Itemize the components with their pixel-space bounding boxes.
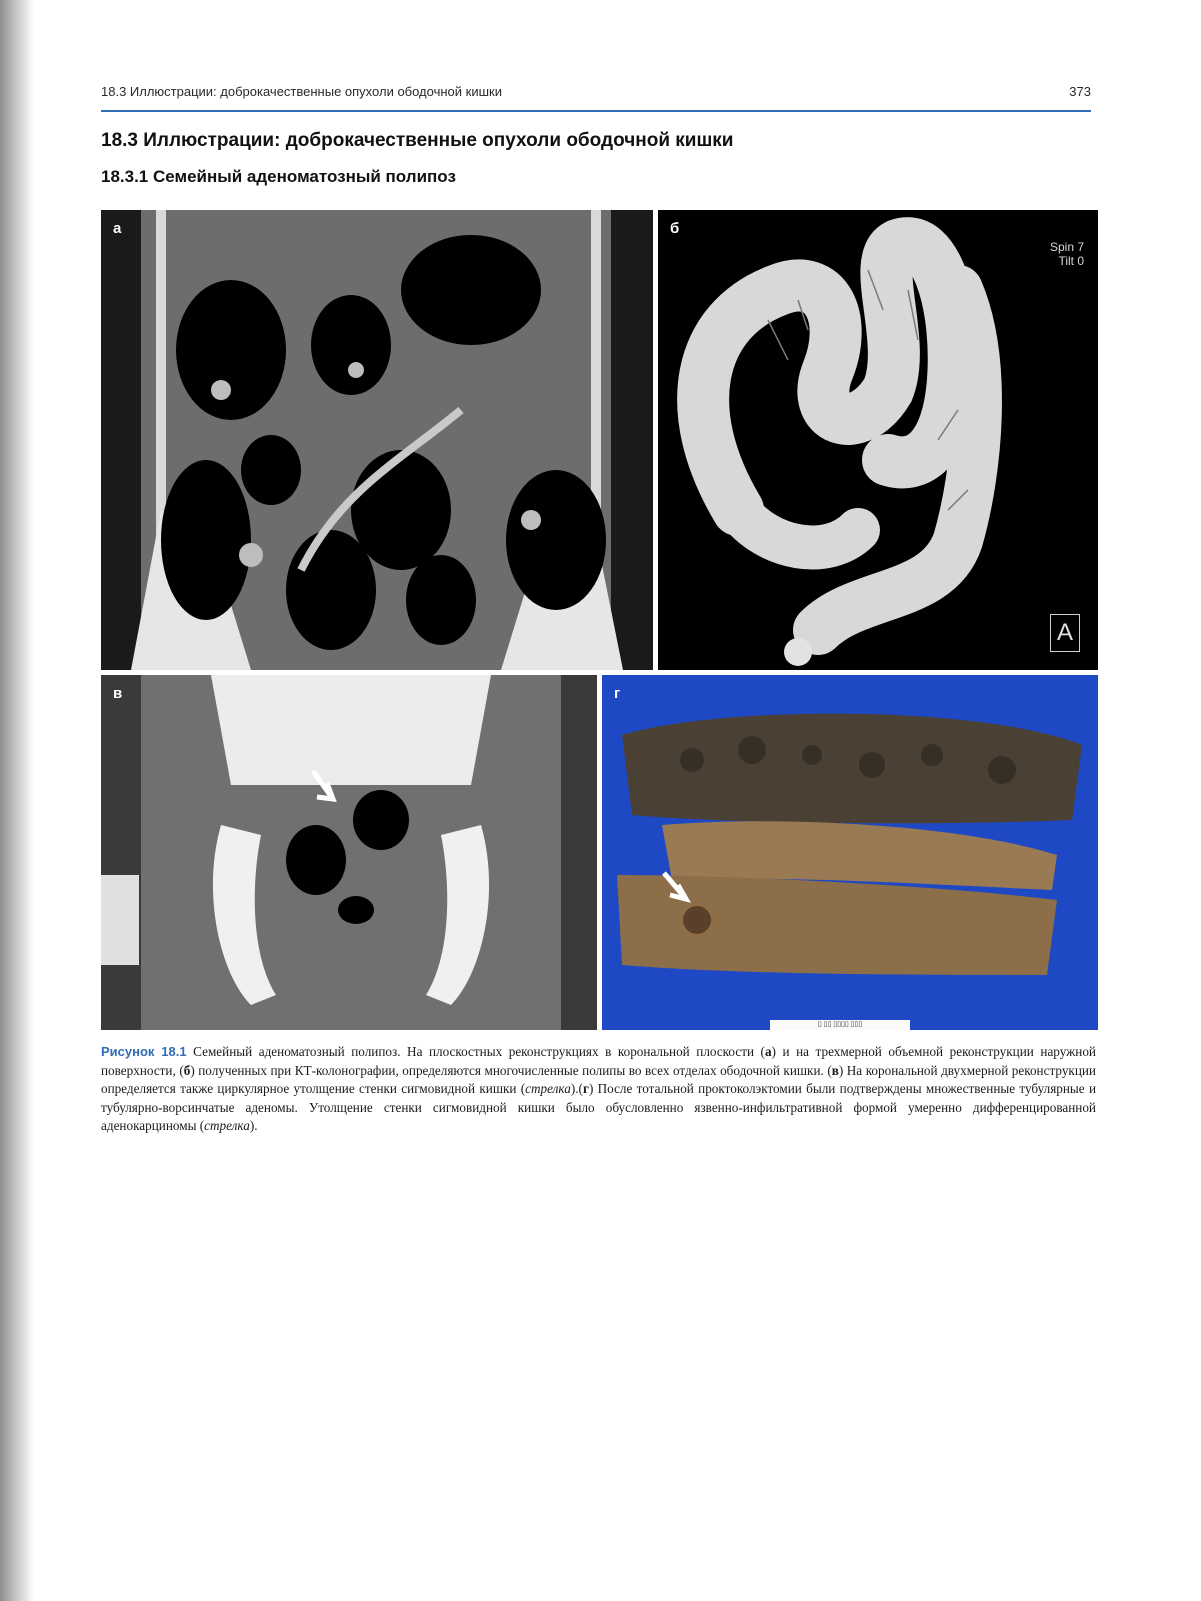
figure-caption-label: Рисунок 18.1 <box>101 1044 187 1059</box>
ct-pelvis-image <box>101 675 597 1030</box>
spin-readout: Spin 7 <box>1049 240 1084 254</box>
figure-panel-b-3d-colonography <box>658 210 1098 670</box>
panel-label-b: б <box>670 220 680 237</box>
panel-label-d: г <box>614 685 621 702</box>
panel-label-a: а <box>113 220 122 237</box>
figure-panel-c-ct-pelvis <box>101 675 597 1030</box>
ct-coronal-image <box>101 210 653 670</box>
panel-label-c: в <box>113 685 123 702</box>
spin-tilt-readout <box>1050 240 1084 268</box>
subsection-title: 18.3.1 Семейный аденоматозный полипоз <box>101 167 456 186</box>
running-head-title: 18.3 Иллюстрации: доброкачественные опухоли ободочной кишки <box>101 84 502 99</box>
section-title: 18.3 Иллюстрации: доброкачественные опухоли ободочной кишки <box>101 130 734 151</box>
colon-3d-rendering <box>658 210 1098 670</box>
running-head <box>101 84 1091 108</box>
caption-text: ) После тотальной проктоколэктомии были подтверждены множественные тубулярные и тубулярно-ворсинчатые аденомы. Утолщение стенки сигмовидной кишки было обусловленно язвенно-инфильтративной формой умеренно дифференцированной аденокарциномы ( <box>101 1081 1096 1134</box>
caption-ref-b: б <box>183 1062 191 1078</box>
binding-shadow <box>0 0 34 1601</box>
caption-arrow-ref: стрелка <box>204 1118 250 1134</box>
tilt-readout: Tilt 0 <box>1058 254 1084 268</box>
caption-ref-a: а <box>764 1044 772 1059</box>
caption-text: ) полученных при КТ-колонографии, определяются многочисленные полипы во всех отделах ободочной кишки. ( <box>190 1062 832 1078</box>
specimen-photo <box>602 675 1098 1030</box>
caption-text: ).( <box>570 1081 583 1097</box>
figure-caption <box>101 1043 1096 1136</box>
scale-bar: ▯ ▯▯ ▯▯▯▯ ▯▯▯ <box>770 1020 910 1030</box>
figure-panel-a-ct-coronal <box>101 210 653 670</box>
caption-ref-c: в <box>831 1062 839 1078</box>
caption-text: ) и на трехмерной объемной реконструкции наружной поверхности, ( <box>101 1044 1096 1078</box>
caption-arrow-ref: стрелка <box>525 1081 571 1097</box>
page-number: 373 <box>1069 84 1091 99</box>
view-orientation-marker: A <box>1050 614 1080 652</box>
header-rule <box>101 110 1091 112</box>
caption-text: Семейный аденоматозный полипоз. На плоскостных реконструкциях в корональной плоскости ( <box>186 1044 765 1059</box>
caption-text: ) На корональной двухмерной реконструкции определяется также циркулярное утолщение стенки сигмовидной кишки ( <box>101 1062 1096 1097</box>
figure-panel-d-specimen-photo <box>602 675 1098 1030</box>
caption-ref-d: г <box>582 1081 589 1097</box>
caption-text: ). <box>249 1118 258 1134</box>
